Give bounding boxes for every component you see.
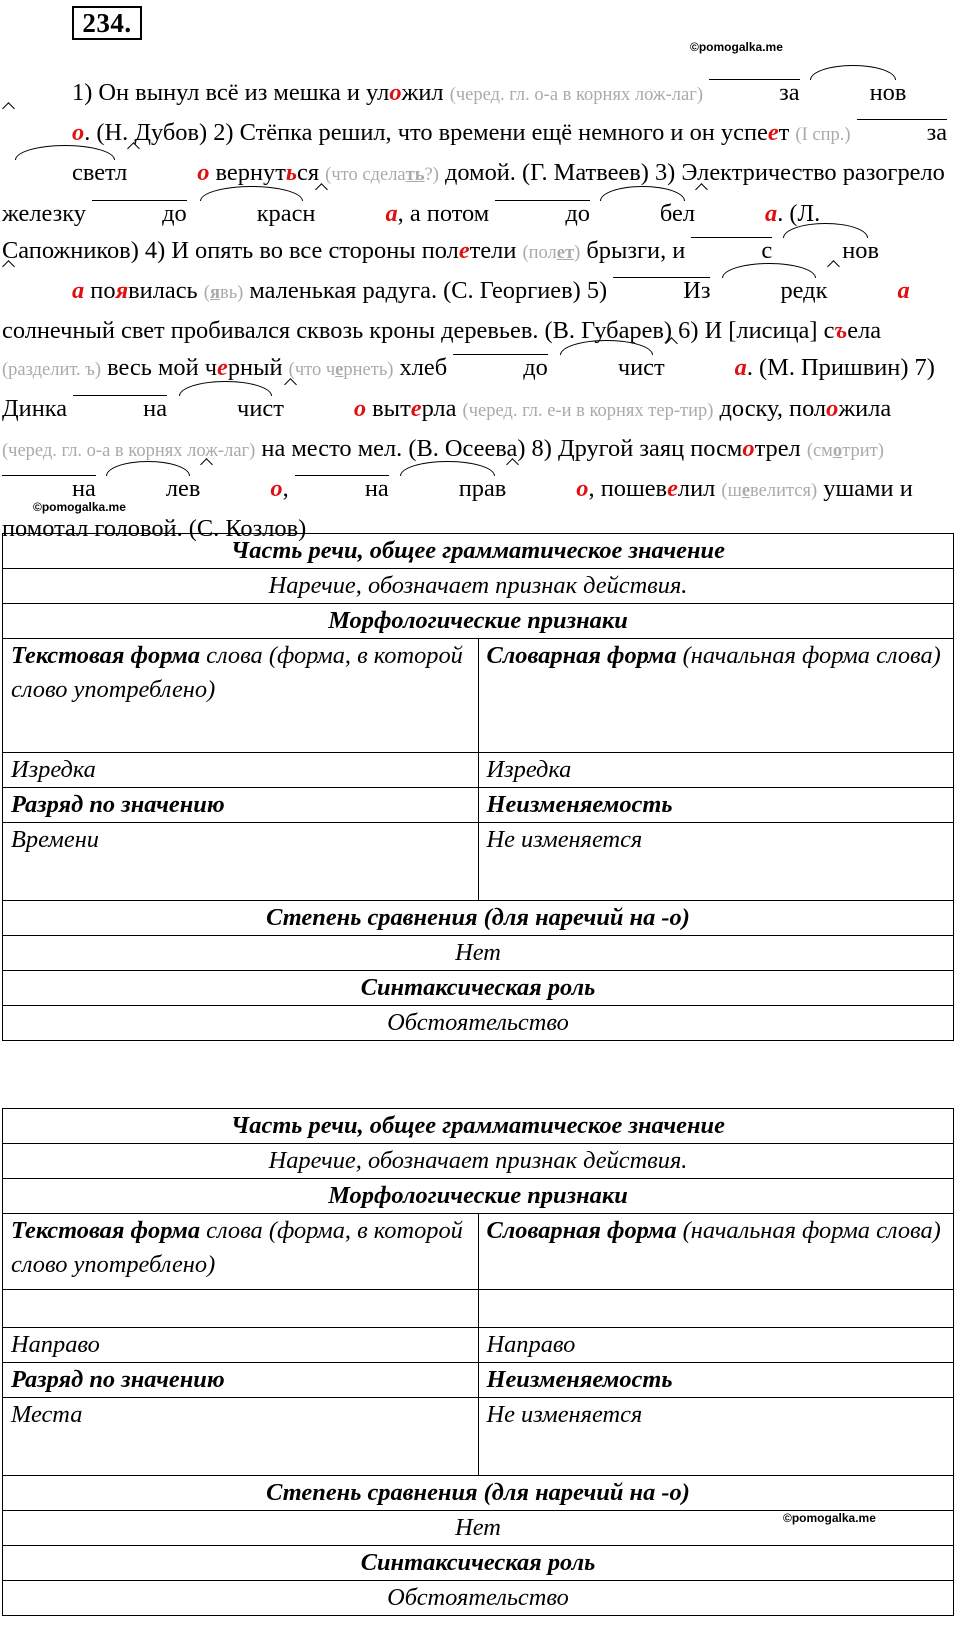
text-form-value: Изредка <box>3 753 479 788</box>
dict-form-header: Словарная форма (начальная форма слова) <box>478 1214 954 1290</box>
annotation: (полет) <box>522 242 581 263</box>
exercise-text: 1) Он вынул всё из мешка и уложил (черед. гл. о-а в корнях лож-лаг) за ново. (Н. Дубов) 2) Стёпка решил, что времени ещё немного и он успеет (I спр.) засветл о вернуться (что сделать?) домой. (Г. Матвеев) 3) Электричество разогрело железку до красн а, а потом до бел а. (Л. Сапожников) 4) И опять во все стороны полетели (полет) брызги, и с нова появилась (явь) маленькая радуга. (С. Георгиев) 5) Из редк а солнечный свет пробивался сквозь кроны деревьев. (В. Губарев) 6) И [лисица] съела (разделит. ъ) весь мой черный (что чернеть) хлеб до чист а. (М. Пришвин) 7) Динка на чист о вытерла (черед. гл. е-и в корнях тер-тир) доску, положила (черед. гл. о-а в корнях лож-лаг) на место мел. (В. Осеева) 8) Другой заяц посмотрел (смотрит) на лев о, на прав о, пошевелил (шевелится) ушами и помотал головой. (С. Козлов) <box>2 74 952 547</box>
watermark: ©pomogalka.me <box>33 500 126 514</box>
text-form-value: Направо <box>3 1328 479 1363</box>
text-form-header: Текстовая форма слова (форма, в которой слово употреблено) <box>3 1214 479 1290</box>
dict-form-value: Изредка <box>478 753 954 788</box>
invariability-value: Не изменяется <box>478 1398 954 1476</box>
invariability-value: Не изменяется <box>478 823 954 901</box>
syntax-value: Обстоятельство <box>3 1006 954 1041</box>
text-form-header: Текстовая форма слова (форма, в которой слово употреблено) <box>3 639 479 753</box>
category-value: Времени <box>3 823 479 901</box>
degree-value: Нет <box>3 936 954 971</box>
empty-cell <box>3 1290 479 1328</box>
annotation: (черед. гл. о-а в корнях лож-лаг) <box>449 85 704 105</box>
annotation: (что сделать?) <box>325 165 439 186</box>
dict-form-value: Направо <box>478 1328 954 1363</box>
syntax-value: Обстоятельство <box>3 1581 954 1616</box>
degree-header: Степень сравнения (для наречий на -о) <box>3 1476 954 1511</box>
category-header: Разряд по значению <box>3 788 479 823</box>
syntax-header: Синтаксическая роль <box>3 971 954 1006</box>
morph-header: Морфологические признаки <box>3 604 954 639</box>
annotation: (шевелится) <box>721 481 818 502</box>
pos-value: Наречие, обозначает признак действия. <box>3 569 954 604</box>
dict-form-header: Словарная форма (начальная форма слова) <box>478 639 954 753</box>
annotation: (что чернеть) <box>288 360 394 381</box>
pos-value: Наречие, обозначает признак действия. <box>3 1144 954 1179</box>
morph-table-2 <box>2 1108 954 1616</box>
pos-header: Часть речи, общее грамматическое значение <box>3 534 954 569</box>
annotation: (разделит. ъ) <box>2 360 102 381</box>
degree-header: Степень сравнения (для наречий на -о) <box>3 901 954 936</box>
annotation: (черед. гл. о-а в корнях лож-лаг) <box>2 440 256 461</box>
degree-value: Нет <box>3 1511 954 1546</box>
morph-table-1 <box>2 533 954 1041</box>
invariability-header: Неизменяемость <box>478 788 954 823</box>
annotation: (смотрит) <box>806 440 884 461</box>
morph-header: Морфологические признаки <box>3 1179 954 1214</box>
pos-header: Часть речи, общее грамматическое значение <box>3 1109 954 1144</box>
category-value: Места <box>3 1398 479 1476</box>
invariability-header: Неизменяемость <box>478 1363 954 1398</box>
annotation: (явь) <box>203 283 244 304</box>
annotation: (черед. гл. е-и в корнях тер-тир) <box>462 400 714 421</box>
watermark: ©pomogalka.me <box>690 40 783 54</box>
watermark: ©pomogalka.me <box>783 1511 876 1525</box>
empty-cell <box>478 1290 954 1328</box>
exercise-number: 234. <box>72 6 142 40</box>
annotation: (I спр.) <box>795 125 851 146</box>
syntax-header: Синтаксическая роль <box>3 1546 954 1581</box>
category-header: Разряд по значению <box>3 1363 479 1398</box>
